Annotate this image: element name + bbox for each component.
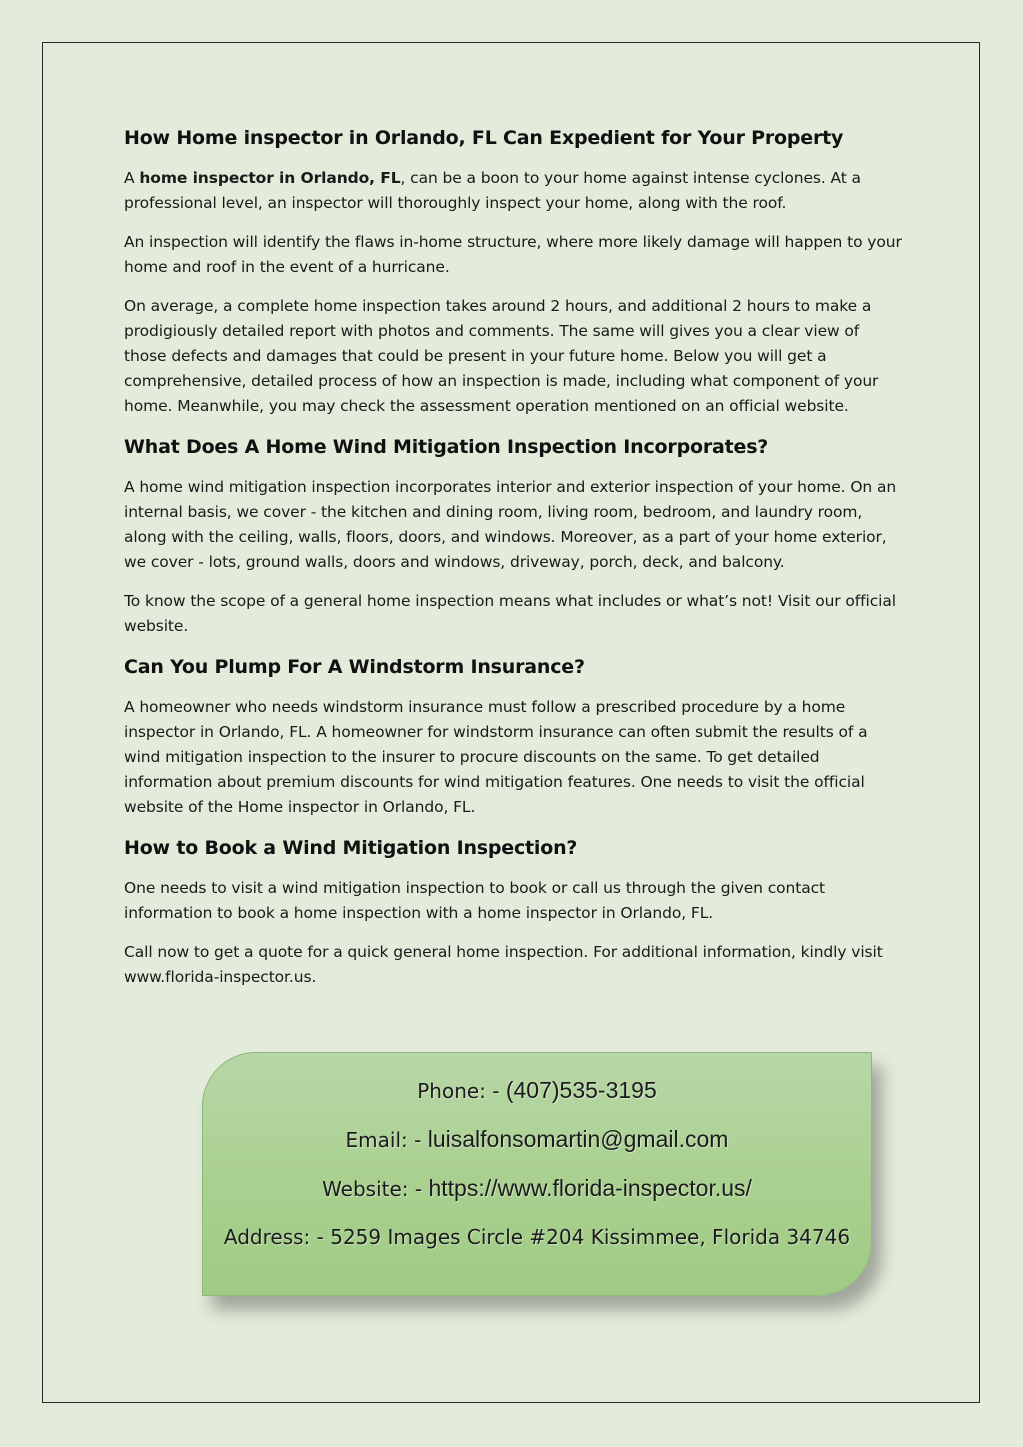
paragraph-call-now: Call now to get a quote for a quick general home inspection. For additional information, kindly visit www.florida-inspector.us.	[124, 943, 883, 986]
paragraph-inspection-flaws: An inspection will identify the flaws in-home structure, where more likely damage will happen to your home and roof in the event of a hurricane.	[124, 233, 902, 276]
paragraph-intro-rest: , can be a boon to your home against intense cyclones. At a professional level, an inspector will thoroughly inspect your home, along with the roof.	[124, 169, 861, 212]
paragraph-scope: To know the scope of a general home inspection means what includes or what’s not! Visit our official website.	[124, 592, 896, 635]
email-address[interactable]: luisalfonsomartin@gmail.com	[427, 1126, 729, 1152]
contact-website-line	[203, 1175, 871, 1202]
contact-phone-line	[203, 1077, 871, 1104]
contact-address-line	[203, 1225, 871, 1249]
email-label: Email: -	[345, 1128, 428, 1152]
heading-home-inspector-orlando: How Home inspector in Orlando, FL Can Expedient for Your Property	[124, 127, 844, 149]
address-text: Address: - 5259 Images Circle #204 Kissimmee, Florida 34746	[223, 1225, 851, 1249]
website-label: Website: -	[322, 1177, 429, 1201]
phone-label: Phone: -	[417, 1079, 506, 1103]
paragraph-interior-exterior: A home wind mitigation inspection incorporates interior and exterior inspection of your home. On an internal basis, we cover - the kitchen and dining room, living room, bedroom, and laundry room, along with the ceiling, walls, floors, doors, and windows. Moreover, as a part of your home exterior, we cover - lots, ground walls, doors and windows, driveway, porch, deck, and balcony.	[124, 478, 897, 571]
paragraph-intro-start: A	[124, 169, 140, 187]
heading-wind-mitigation-incorporates: What Does A Home Wind Mitigation Inspection Incorporates?	[124, 436, 769, 458]
contact-email-line	[203, 1126, 871, 1153]
paragraph-inspection-duration: On average, a complete home inspection takes around 2 hours, and additional 2 hours to make a prodigiously detailed report with photos and comments. The same will gives you a clear view of those defects and damages that could be present in your future home. Below you will get a comprehensive, detailed process of how an inspection is made, including what component of your home. Meanwhile, you may check the assessment operation mentioned on an official website.	[124, 297, 879, 415]
article-body	[124, 124, 904, 1004]
paragraph-book-inspection: One needs to visit a wind mitigation inspection to book or call us through the given contact information to book a home inspection with a home inspector in Orlando, FL.	[124, 879, 826, 922]
keyword-home-inspector: home inspector in Orlando, FL	[139, 169, 401, 187]
heading-book-inspection: How to Book a Wind Mitigation Inspection?	[124, 837, 578, 859]
contact-info-box	[202, 1052, 872, 1296]
website-link[interactable]: https://www.florida-inspector.us/	[428, 1175, 752, 1201]
paragraph-intro	[124, 166, 904, 216]
heading-windstorm-insurance: Can You Plump For A Windstorm Insurance?	[124, 656, 585, 678]
phone-number[interactable]: (407)535-3195	[505, 1077, 657, 1103]
paragraph-windstorm-insurance: A homeowner who needs windstorm insurance must follow a prescribed procedure by a home inspector in Orlando, FL. A homeowner for windstorm insurance can often submit the results of a wind mitigation inspection to the insurer to procure discounts on the same. To get detailed information about premium discounts for wind mitigation features. One needs to visit the official website of the Home inspector in Orlando, FL.	[124, 698, 868, 816]
